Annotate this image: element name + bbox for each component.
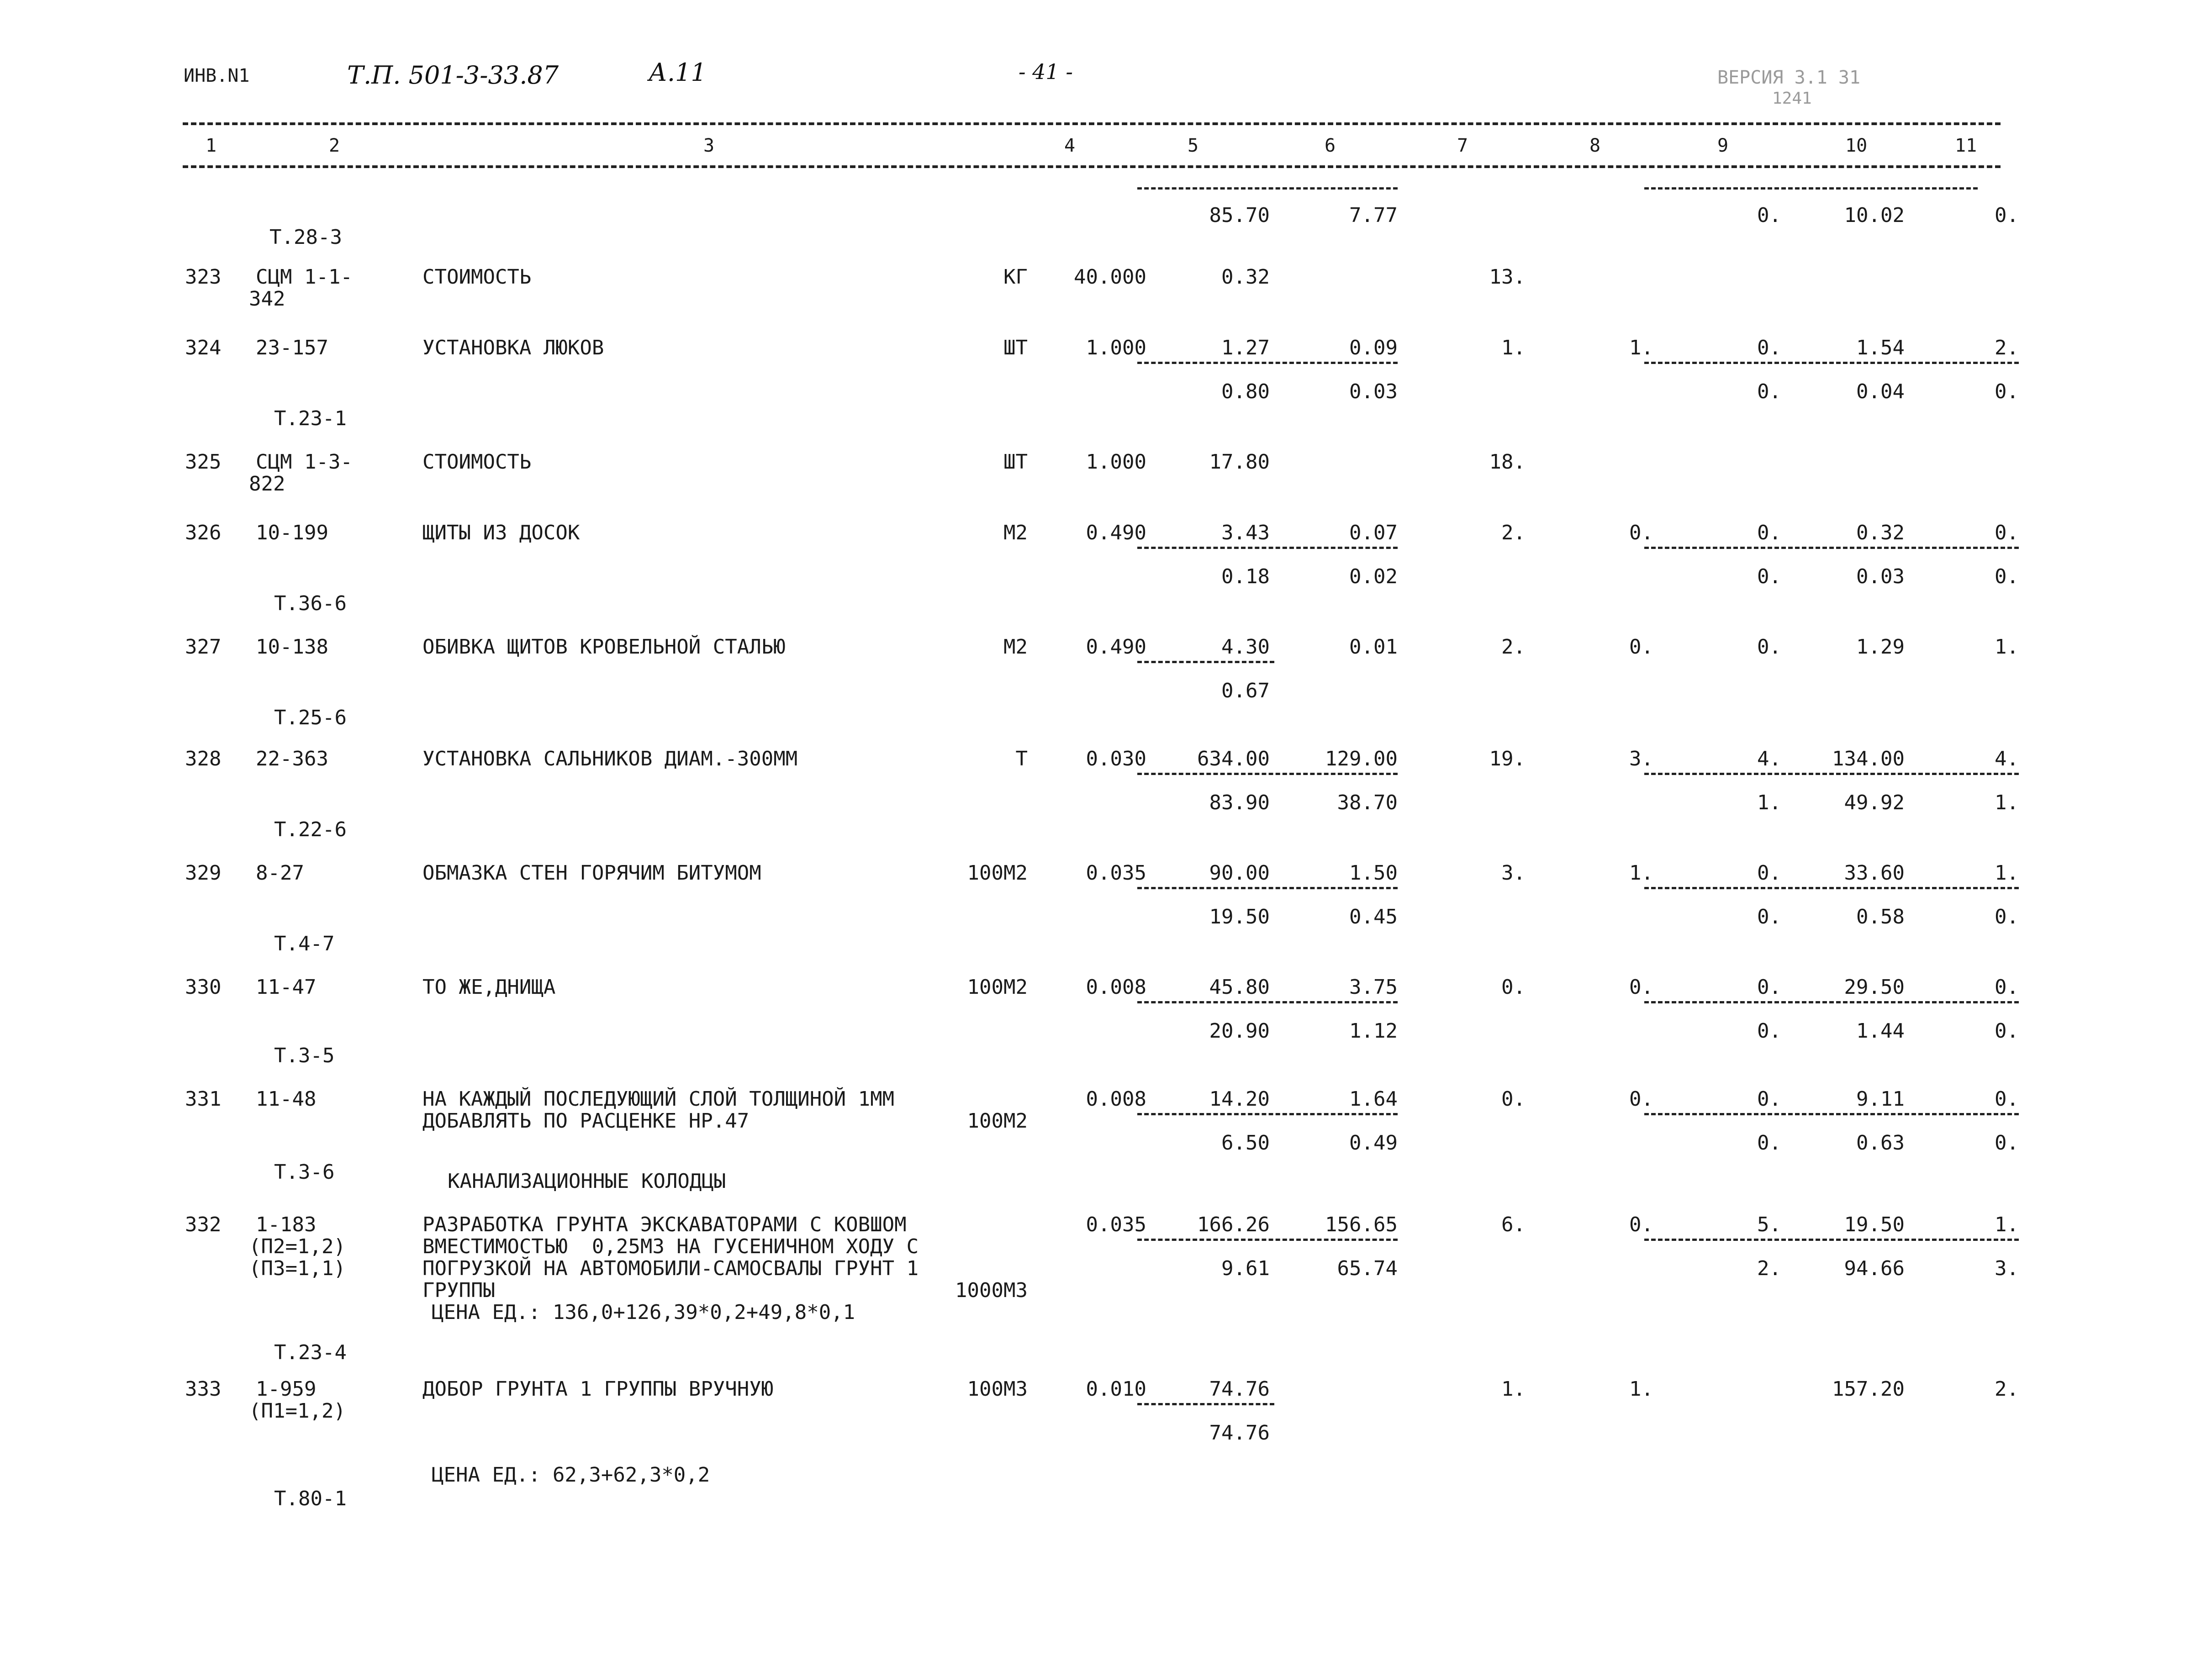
- item-name-line4: ГРУППЫ: [422, 1279, 495, 1302]
- item-name: ОБМАЗКА СТЕН ГОРЯЧИМ БИТУМОМ: [422, 861, 761, 885]
- subtotal-col10: 0.58: [1856, 905, 1905, 928]
- col6-value: 0.01: [1349, 635, 1398, 659]
- quantity: 0.008: [1086, 1087, 1146, 1111]
- col9-value: 0.: [1757, 336, 1781, 359]
- quantity: 0.008: [1086, 976, 1146, 999]
- unit: М2: [1003, 521, 1028, 544]
- quantity: 0.030: [1086, 747, 1146, 770]
- subtotal-col5: 20.90: [1209, 1019, 1270, 1043]
- col10-value: 19.50: [1844, 1213, 1905, 1236]
- item-name: РАЗРАБОТКА ГРУНТА ЭКСКАВАТОРАМИ С КОВШОМ: [422, 1213, 907, 1236]
- table-reference: Т.80-1: [274, 1487, 347, 1510]
- col6-value: 156.65: [1325, 1213, 1398, 1236]
- row-number: 327: [185, 635, 222, 659]
- column-number: 10: [1845, 135, 1868, 156]
- col5-value: 74.76: [1209, 1377, 1270, 1401]
- subtotal-col9: 0.: [1757, 1019, 1781, 1043]
- rate-code: СЦМ 1-3-: [256, 450, 353, 474]
- col6-value: 1.50: [1349, 861, 1398, 885]
- quantity: 1.000: [1086, 336, 1146, 359]
- col10-value: 134.00: [1832, 747, 1905, 770]
- rate-code: 1-959: [256, 1377, 317, 1401]
- subtotal-col9: 0.: [1757, 204, 1781, 227]
- col10-value: 157.20: [1832, 1377, 1905, 1401]
- subtotal-col11: 3.: [1995, 1257, 2019, 1280]
- col5-value: 90.00: [1209, 861, 1270, 885]
- column-number: 2: [329, 135, 340, 156]
- rate-code-line2: 822: [249, 472, 285, 496]
- unit: М2: [1003, 635, 1028, 659]
- document-code: Т.П. 501-3-33.87: [347, 61, 559, 90]
- subtotal-col5: 83.90: [1209, 791, 1270, 814]
- subtotal-col11: 1.: [1995, 791, 2019, 814]
- table-reference: Т.36-6: [274, 592, 347, 615]
- rate-code: 1-183: [256, 1213, 317, 1236]
- col7-value: 6.: [1501, 1213, 1526, 1236]
- subtotal-col5: 9.61: [1221, 1257, 1270, 1280]
- col11-value: 1.: [1995, 1213, 2019, 1236]
- unit: ШТ: [1003, 450, 1028, 474]
- rate-code: 23-157: [256, 336, 328, 359]
- subtotal-dash-line: [1644, 362, 2019, 364]
- col5-value: 0.32: [1221, 265, 1270, 289]
- col6-value: 1.64: [1349, 1087, 1398, 1111]
- subtotal-col6: 0.03: [1349, 380, 1398, 403]
- column-number: 5: [1188, 135, 1199, 156]
- item-name: СТОИМОСТЬ: [422, 450, 532, 474]
- table-reference: Т.3-5: [274, 1044, 335, 1067]
- subtotal-col6: 1.12: [1349, 1019, 1398, 1043]
- row-number: 323: [185, 265, 222, 289]
- quantity: 0.035: [1086, 1213, 1146, 1236]
- subtotal-dash-line: [1137, 1403, 1274, 1405]
- unit: 100М2: [967, 1109, 1028, 1133]
- col5-value: 4.30: [1221, 635, 1270, 659]
- subtotal-col6: 65.74: [1337, 1257, 1398, 1280]
- rate-code: 11-48: [256, 1087, 317, 1111]
- subtotal-col11: 0.: [1995, 565, 2019, 588]
- col9-value: 4.: [1757, 747, 1781, 770]
- col7-value: 3.: [1501, 861, 1526, 885]
- subtotal-col11: 0.: [1995, 1019, 2019, 1043]
- row-number: 330: [185, 976, 222, 999]
- item-name: ТО ЖЕ,ДНИЩА: [422, 976, 556, 999]
- col8-value: 1.: [1629, 861, 1653, 885]
- subtotal-col5: 74.76: [1209, 1421, 1270, 1445]
- col6-value: 129.00: [1325, 747, 1398, 770]
- subtotal-dash-line: [1644, 547, 2019, 549]
- col11-value: 1.: [1995, 861, 2019, 885]
- subtotal-col10: 1.44: [1856, 1019, 1905, 1043]
- subtotal-dash-line: [1137, 547, 1398, 549]
- rate-code: 11-47: [256, 976, 317, 999]
- subtotal-col6: 0.45: [1349, 905, 1398, 928]
- rate-code: 10-138: [256, 635, 328, 659]
- table-reference: Т.23-1: [274, 407, 347, 430]
- rate-code-line3: (П3=1,1): [249, 1257, 346, 1280]
- col9-value: 0.: [1757, 1087, 1781, 1111]
- subtotal-dash-line: [1137, 187, 1398, 190]
- col11-value: 0.: [1995, 976, 2019, 999]
- table-reference: Т.22-6: [274, 818, 347, 841]
- col8-value: 0.: [1629, 976, 1653, 999]
- column-number: 8: [1589, 135, 1601, 156]
- col7-value: 19.: [1489, 747, 1526, 770]
- table-reference: Т.3-6: [274, 1160, 335, 1184]
- row-number: 331: [185, 1087, 222, 1111]
- col6-value: 0.07: [1349, 521, 1398, 544]
- column-number: 11: [1955, 135, 1977, 156]
- col10-value: 9.11: [1856, 1087, 1905, 1111]
- rate-code-line2: (П2=1,2): [249, 1235, 346, 1258]
- col5-value: 1.27: [1221, 336, 1270, 359]
- row-number: 325: [185, 450, 222, 474]
- column-number: 1: [206, 135, 217, 156]
- row-number: 328: [185, 747, 222, 770]
- row-number: 329: [185, 861, 222, 885]
- section-title: КАНАЛИЗАЦИОННЫЕ КОЛОДЦЫ: [448, 1170, 726, 1193]
- col10-value: 33.60: [1844, 861, 1905, 885]
- subtotal-col11: 0.: [1995, 905, 2019, 928]
- col11-value: 0.: [1995, 1087, 2019, 1111]
- col11-value: 2.: [1995, 336, 2019, 359]
- col11-value: 4.: [1995, 747, 2019, 770]
- rate-code: 10-199: [256, 521, 328, 544]
- subtotal-dash-line: [1644, 773, 2019, 775]
- item-name: ЩИТЫ ИЗ ДОСОК: [422, 521, 580, 544]
- subtotal-dash-line: [1137, 661, 1274, 663]
- col10-value: 1.54: [1856, 336, 1905, 359]
- subtotal-col9: 1.: [1757, 791, 1781, 814]
- subtotal-dash-line: [1644, 1113, 2019, 1115]
- col7-value: 0.: [1501, 1087, 1526, 1111]
- subtotal-col6: 38.70: [1337, 791, 1398, 814]
- quantity: 0.490: [1086, 635, 1146, 659]
- quantity: 0.010: [1086, 1377, 1146, 1401]
- col7-value: 2.: [1501, 635, 1526, 659]
- column-number: 9: [1717, 135, 1729, 156]
- subtotal-dash-line: [1137, 362, 1398, 364]
- subtotal-col10: 0.63: [1856, 1131, 1905, 1155]
- column-number: 7: [1457, 135, 1468, 156]
- col7-value: 2.: [1501, 521, 1526, 544]
- subtotal-col10: 0.03: [1856, 565, 1905, 588]
- col7-value: 13.: [1489, 265, 1526, 289]
- rate-code: 22-363: [256, 747, 328, 770]
- unit-price-formula: ЦЕНА ЕД.: 62,3+62,3*0,2: [432, 1463, 710, 1487]
- col7-value: 1.: [1501, 336, 1526, 359]
- subtotal-col5: 6.50: [1221, 1131, 1270, 1155]
- col8-value: 0.: [1629, 1087, 1653, 1111]
- quantity: 0.490: [1086, 521, 1146, 544]
- subtotal-col6: 0.02: [1349, 565, 1398, 588]
- quantity: 1.000: [1086, 450, 1146, 474]
- col7-value: 18.: [1489, 450, 1526, 474]
- col9-value: 0.: [1757, 635, 1781, 659]
- subtotal-col5: 19.50: [1209, 905, 1270, 928]
- subtotal-col5: 0.67: [1221, 679, 1270, 702]
- item-name: НА КАЖДЫЙ ПОСЛЕДУЮЩИЙ СЛОЙ ТОЛЩИНОЙ 1ММ: [422, 1087, 895, 1111]
- col6-value: 3.75: [1349, 976, 1398, 999]
- unit-price-formula: ЦЕНА ЕД.: 136,0+126,39*0,2+49,8*0,1: [432, 1301, 855, 1324]
- subtotal-dash-line: [1644, 887, 2019, 889]
- rate-code: 8-27: [256, 861, 304, 885]
- col8-value: 1.: [1629, 336, 1653, 359]
- subtotal-col9: 0.: [1757, 905, 1781, 928]
- subtotal-col10: 10.02: [1844, 204, 1905, 227]
- unit: 100М3: [967, 1377, 1028, 1401]
- col11-value: 1.: [1995, 635, 2019, 659]
- col5-value: 3.43: [1221, 521, 1270, 544]
- col10-value: 0.32: [1856, 521, 1905, 544]
- subtotal-col5: 0.18: [1221, 565, 1270, 588]
- unit: 100М2: [967, 976, 1028, 999]
- subtotal-col5: 85.70: [1209, 204, 1270, 227]
- column-number: 3: [703, 135, 715, 156]
- subtotal-col10: 49.92: [1844, 791, 1905, 814]
- subtotal-dash-line: [1644, 187, 1978, 190]
- unit: Т: [1015, 747, 1028, 770]
- table-reference: Т.4-7: [274, 932, 335, 955]
- table-reference: Т.28-3: [269, 226, 342, 249]
- col5-value: 14.20: [1209, 1087, 1270, 1111]
- unit: КГ: [1003, 265, 1028, 289]
- col5-value: 166.26: [1197, 1213, 1270, 1236]
- item-name-line2: ДОБАВЛЯТЬ ПО РАСЦЕНКЕ НР.47: [422, 1109, 750, 1133]
- item-name-line2: ВМЕСТИМОСТЬЮ 0,25М3 НА ГУСЕНИЧНОМ ХОДУ С: [422, 1235, 919, 1258]
- subtotal-dash-line: [1644, 1001, 2019, 1003]
- subtotal-col10: 94.66: [1844, 1257, 1905, 1280]
- column-number: 6: [1325, 135, 1336, 156]
- subtotal-dash-line: [1137, 1239, 1398, 1241]
- col6-value: 0.09: [1349, 336, 1398, 359]
- subtotal-dash-line: [1644, 1239, 2019, 1241]
- col8-value: 0.: [1629, 521, 1653, 544]
- item-name-line3: ПОГРУЗКОЙ НА АВТОМОБИЛИ-САМОСВАЛЫ ГРУНТ 1: [422, 1257, 919, 1280]
- col10-value: 29.50: [1844, 976, 1905, 999]
- col11-value: 0.: [1995, 521, 2019, 544]
- col7-value: 1.: [1501, 1377, 1526, 1401]
- subtotal-dash-line: [1137, 1113, 1398, 1115]
- row-number: 333: [185, 1377, 222, 1401]
- col9-value: 5.: [1757, 1213, 1781, 1236]
- quantity: 0.035: [1086, 861, 1146, 885]
- subtotal-col11: 0.: [1995, 204, 2019, 227]
- col11-value: 2.: [1995, 1377, 2019, 1401]
- item-name: СТОИМОСТЬ: [422, 265, 532, 289]
- subtotal-col9: 0.: [1757, 1131, 1781, 1155]
- quantity: 40.000: [1074, 265, 1146, 289]
- unit: 100М2: [967, 861, 1028, 885]
- col5-value: 45.80: [1209, 976, 1270, 999]
- row-number: 324: [185, 336, 222, 359]
- item-name: УСТАНОВКА САЛЬНИКОВ ДИАМ.-300ММ: [422, 747, 798, 770]
- unit: ШТ: [1003, 336, 1028, 359]
- page-number: - 41 -: [1019, 59, 1073, 84]
- table-reference: Т.25-6: [274, 706, 347, 729]
- row-number: 326: [185, 521, 222, 544]
- unit: 1000М3: [955, 1279, 1028, 1302]
- col9-value: 0.: [1757, 521, 1781, 544]
- col8-value: 0.: [1629, 1213, 1653, 1236]
- subtotal-dash-line: [1137, 887, 1398, 889]
- subtotal-col6: 7.77: [1349, 204, 1398, 227]
- col9-value: 0.: [1757, 861, 1781, 885]
- album-number: А.11: [649, 58, 707, 87]
- order-stamp: 1241: [1772, 89, 1812, 108]
- table-reference: Т.23-4: [274, 1341, 347, 1364]
- subtotal-col9: 0.: [1757, 380, 1781, 403]
- subtotal-col11: 0.: [1995, 380, 2019, 403]
- col5-value: 17.80: [1209, 450, 1270, 474]
- col10-value: 1.29: [1856, 635, 1905, 659]
- col9-value: 0.: [1757, 976, 1781, 999]
- subtotal-col6: 0.49: [1349, 1131, 1398, 1155]
- col8-value: 1.: [1629, 1377, 1653, 1401]
- column-number: 4: [1064, 135, 1076, 156]
- rate-code: СЦМ 1-1-: [256, 265, 353, 289]
- subtotal-dash-line: [1137, 1001, 1398, 1003]
- item-name: ДОБОР ГРУНТА 1 ГРУППЫ ВРУЧНУЮ: [422, 1377, 774, 1401]
- col8-value: 3.: [1629, 747, 1653, 770]
- col5-value: 634.00: [1197, 747, 1270, 770]
- subtotal-col9: 2.: [1757, 1257, 1781, 1280]
- version-stamp: ВЕРСИЯ 3.1 31: [1717, 67, 1861, 88]
- rate-code-line2: 342: [249, 287, 285, 311]
- col8-value: 0.: [1629, 635, 1653, 659]
- inventory-number: ИНВ.N1: [184, 65, 250, 86]
- rate-code-line2: (П1=1,2): [249, 1399, 346, 1423]
- subtotal-col9: 0.: [1757, 565, 1781, 588]
- subtotal-col5: 0.80: [1221, 380, 1270, 403]
- subtotal-col11: 0.: [1995, 1131, 2019, 1155]
- subtotal-dash-line: [1137, 773, 1398, 775]
- item-name: ОБИВКА ЩИТОВ КРОВЕЛЬНОЙ СТАЛЬЮ: [422, 635, 786, 659]
- row-number: 332: [185, 1213, 222, 1236]
- item-name: УСТАНОВКА ЛЮКОВ: [422, 336, 604, 359]
- col7-value: 0.: [1501, 976, 1526, 999]
- subtotal-col10: 0.04: [1856, 380, 1905, 403]
